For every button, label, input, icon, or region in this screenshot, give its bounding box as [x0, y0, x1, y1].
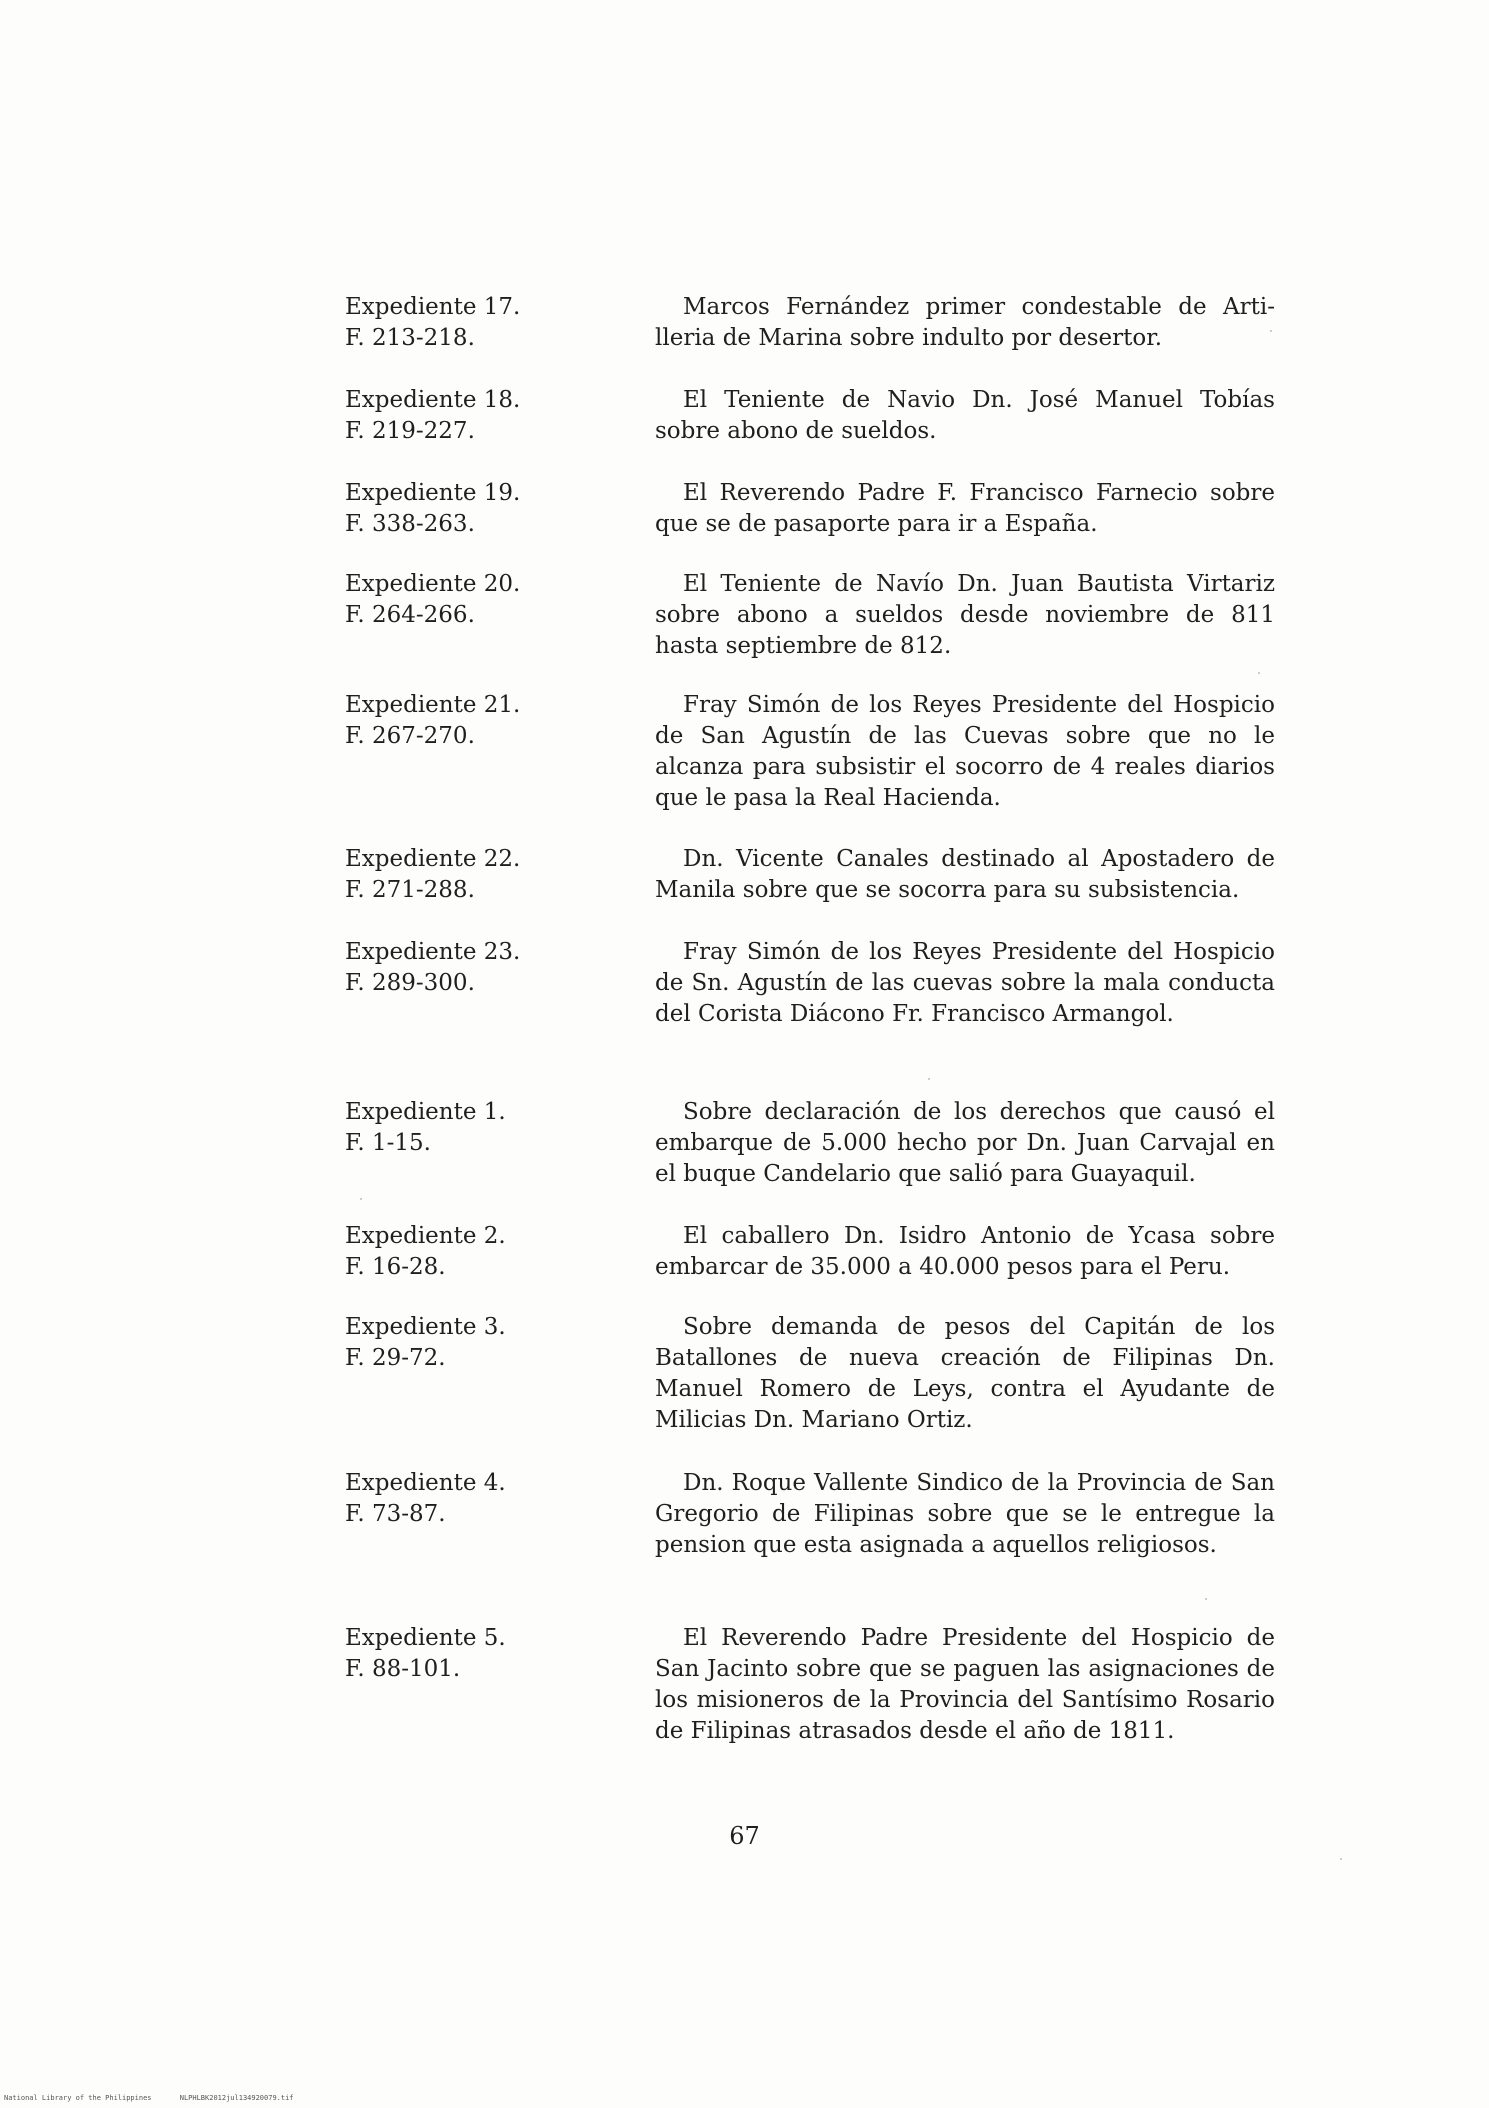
- entry-reference: [345, 478, 545, 540]
- entry-reference: [345, 1221, 545, 1283]
- expediente-number: Expediente 22.: [345, 846, 521, 872]
- folio-range: F. 271-288.: [345, 877, 475, 903]
- footer-file: NLPHLBK2012jul134920079.tif: [179, 2094, 294, 2102]
- expediente-number: Expediente 17.: [345, 294, 521, 320]
- folio-range: F. 88-101.: [345, 1656, 461, 1682]
- folio-range: F. 73-87.: [345, 1501, 446, 1527]
- entry-description: El Teniente de Navío Dn. Juan Bautista Virtariz sobre abono a sueldos desde noviembre de 811 hasta septiembre de 812.: [655, 571, 1275, 659]
- scan-speck: [1258, 672, 1260, 674]
- entry-reference: [345, 569, 545, 631]
- entry-description: Fray Simón de los Reyes Presidente del Hospicio de Sn. Agustín de las cuevas sobre la mala conducta del Corista Diácono Fr. Francisco Armangol.: [655, 939, 1275, 1027]
- entry-description: Dn. Roque Vallente Sindico de la Provincia de San Gregorio de Filipinas sobre que se le entregue la pension que esta asignada a aquellos religiosos.: [655, 1470, 1275, 1558]
- expediente-number: Expediente 18.: [345, 387, 521, 413]
- folio-range: F. 267-270.: [345, 723, 475, 749]
- entry-description: Fray Simón de los Reyes Presidente del Hospicio de San Agustín de las Cuevas sobre que no le alcanza para subsistir el socorro de 4 reales diarios que le pasa la Real Hacienda.: [655, 692, 1275, 811]
- entry-reference: [345, 1097, 545, 1159]
- folio-range: F. 29-72.: [345, 1345, 446, 1371]
- footer-library: National Library of the Philippines: [4, 2094, 152, 2102]
- entry-description: El Reverendo Padre Presidente del Hospicio de San Jacinto sobre que se paguen las asignaciones de los misioneros de la Provincia del Santísimo Rosario de Filipinas atrasados desde el año de 1811.: [655, 1625, 1275, 1744]
- entry-reference: [345, 1623, 545, 1685]
- entry-reference: [345, 690, 545, 752]
- expediente-number: Expediente 3.: [345, 1314, 506, 1340]
- entry-description: Dn. Vicente Canales destinado al Apostadero de Manila sobre que se socorra para su subsistencia.: [655, 846, 1275, 903]
- entry-description: Marcos Fernández primer condestable de Artilleria de Marina sobre indulto por desertor.: [655, 294, 1275, 351]
- expediente-number: Expediente 23.: [345, 939, 521, 965]
- folio-range: F. 338-263.: [345, 511, 475, 537]
- folio-range: F. 289-300.: [345, 970, 475, 996]
- scan-speck: [1270, 330, 1272, 332]
- entry-reference: [345, 844, 545, 906]
- entry-reference: [345, 1312, 545, 1374]
- page-number: 67: [729, 1822, 760, 1850]
- scan-speck: [1205, 1598, 1207, 1600]
- scan-footer: [4, 2094, 318, 2102]
- expediente-number: Expediente 1.: [345, 1099, 506, 1125]
- entry-reference: [345, 292, 545, 354]
- expediente-number: Expediente 2.: [345, 1223, 506, 1249]
- entry-description: El Reverendo Padre F. Francisco Farnecio sobre que se de pasaporte para ir a España.: [655, 480, 1275, 537]
- entry-reference: [345, 937, 545, 999]
- entry-reference: [345, 385, 545, 447]
- entry-description: Sobre demanda de pesos del Capitán de los Batallones de nueva creación de Filipinas Dn. Manuel Romero de Leys, contra el Ayudante de Milicias Dn. Mariano Ortiz.: [655, 1314, 1275, 1433]
- expediente-number: Expediente 5.: [345, 1625, 506, 1651]
- folio-range: F. 219-227.: [345, 418, 475, 444]
- scan-speck: [928, 1078, 930, 1080]
- entry-description: El Teniente de Navio Dn. José Manuel Tobías sobre abono de sueldos.: [655, 387, 1275, 444]
- entry-description: Sobre declaración de los derechos que causó el embarque de 5.000 hecho por Dn. Juan Carvajal en el buque Candelario que salió para Guayaquil.: [655, 1099, 1275, 1187]
- folio-range: F. 213-218.: [345, 325, 475, 351]
- expediente-number: Expediente 20.: [345, 571, 521, 597]
- entry-description: El caballero Dn. Isidro Antonio de Ycasa sobre embarcar de 35.000 a 40.000 pesos para el Peru.: [655, 1223, 1275, 1280]
- folio-range: F. 16-28.: [345, 1254, 446, 1280]
- expediente-number: Expediente 19.: [345, 480, 521, 506]
- folio-range: F. 1-15.: [345, 1130, 431, 1156]
- scan-speck: [1340, 1858, 1342, 1860]
- folio-range: F. 264-266.: [345, 602, 475, 628]
- entry-reference: [345, 1468, 545, 1530]
- expediente-number: Expediente 4.: [345, 1470, 506, 1496]
- expediente-number: Expediente 21.: [345, 692, 521, 718]
- scan-speck: [360, 1198, 362, 1200]
